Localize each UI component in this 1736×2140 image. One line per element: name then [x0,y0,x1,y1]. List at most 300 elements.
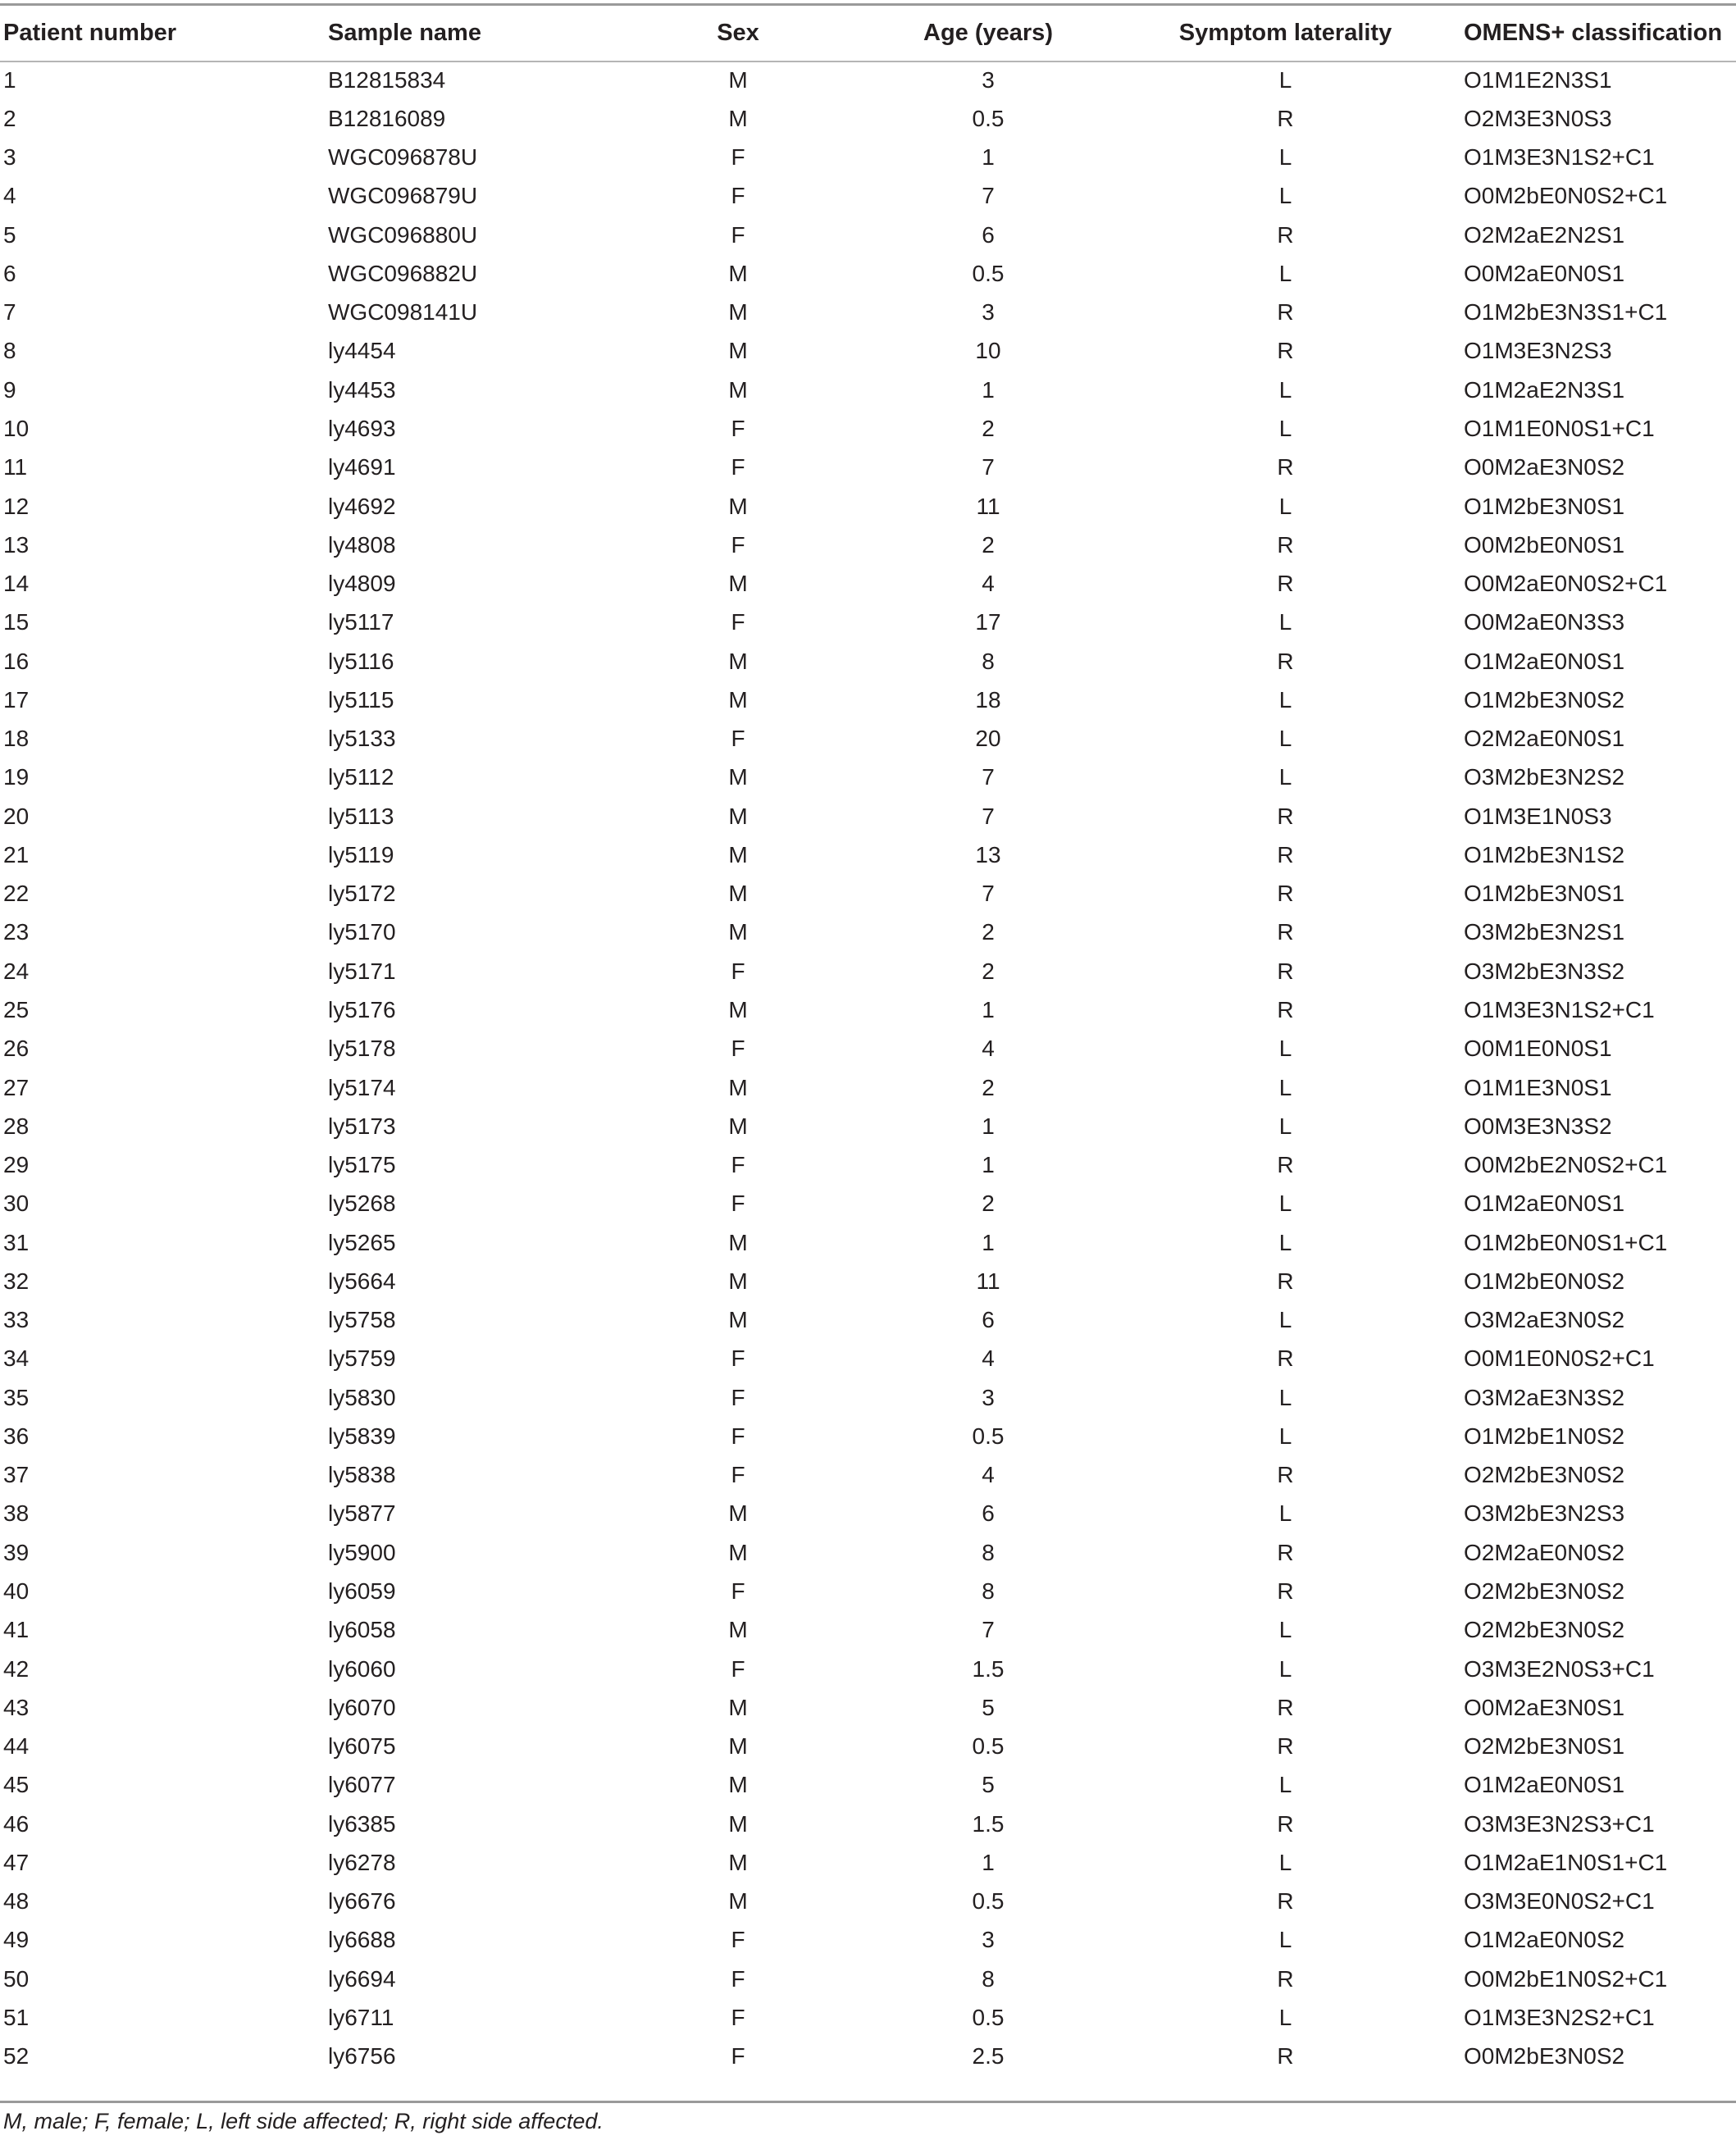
cell-omens-classification: O1M3E3N1S2+C1 [1464,997,1655,1022]
cell-symptom-laterality: R [1277,648,1294,674]
table-row [0,720,1736,758]
cell-sex: M [728,338,748,364]
cell-symptom-laterality: R [1277,1462,1294,1488]
cell-omens-classification: O3M2bE3N2S2 [1464,764,1625,790]
cell-sex: M [728,1113,748,1139]
cell-sex: F [731,1384,745,1410]
cell-sample-name: ly6278 [328,1849,396,1875]
cell-symptom-laterality: R [1277,881,1294,907]
cell-sample-name: ly5176 [328,997,396,1022]
cell-sample-name: ly4809 [328,571,396,597]
cell-sex: M [728,1694,748,1720]
cell-sex: M [728,299,748,326]
cell-omens-classification: O1M2bE3N0S1 [1464,881,1625,907]
cell-symptom-laterality: L [1278,1307,1292,1333]
cell-omens-classification: O3M2aE3N0S2 [1464,1307,1625,1333]
cell-sex: M [728,686,748,713]
cell-sample-name: ly4454 [328,338,396,364]
cell-omens-classification: O0M2bE3N0S2 [1464,2043,1625,2069]
cell-age: 2.5 [972,2043,1005,2069]
cell-age: 5 [982,1694,995,1720]
cell-symptom-laterality: L [1278,260,1292,286]
cell-age: 1 [982,376,995,403]
cell-omens-classification: O1M3E1N0S3 [1464,803,1612,829]
cell-sex: F [731,1345,745,1372]
cell-age: 7 [982,454,995,480]
cell-age: 2 [982,1191,995,1217]
cell-symptom-laterality: R [1277,105,1294,131]
table-row [0,990,1736,1029]
cell-omens-classification: O0M2bE1N0S2+C1 [1464,1965,1668,1992]
cell-sample-name: ly5113 [328,803,394,829]
patient-table [0,6,1736,2076]
cell-sample-name: ly5133 [328,726,396,752]
table-row [0,332,1736,371]
cell-patient-number: 15 [3,609,30,635]
cell-omens-classification: O2M2aE2N2S1 [1464,221,1625,248]
cell-patient-number: 26 [3,1036,30,1062]
table-row [0,875,1736,913]
cell-sample-name: ly4692 [328,493,396,519]
cell-sex: F [731,726,745,752]
cell-age: 0.5 [972,260,1005,286]
cell-omens-classification: O1M3E3N2S2+C1 [1464,2004,1655,2030]
cell-sample-name: ly5174 [328,1074,396,1100]
cell-age: 0.5 [972,1733,1005,1760]
cell-symptom-laterality: L [1278,1191,1292,1217]
cell-omens-classification: O0M2aE3N0S2 [1464,454,1625,480]
cell-sample-name: ly4453 [328,376,396,403]
cell-sex: F [731,2004,745,2030]
cell-age: 8 [982,1539,995,1565]
cell-sex: M [728,493,748,519]
table-row [0,139,1736,177]
header-age: Age (years) [923,20,1053,46]
cell-age: 0.5 [972,1888,1005,1915]
cell-omens-classification: O1M1E3N0S1 [1464,1074,1612,1100]
cell-patient-number: 36 [3,1423,30,1449]
cell-symptom-laterality: L [1278,1036,1292,1062]
cell-sample-name: ly4693 [328,416,396,442]
cell-age: 11 [976,493,1000,519]
cell-omens-classification: O1M2bE0N0S2 [1464,1268,1625,1294]
cell-omens-classification: O2M2bE3N0S2 [1464,1617,1625,1643]
cell-sex: F [731,183,745,209]
table-row [0,797,1736,836]
table-row [0,1185,1736,1223]
cell-sample-name: ly6676 [328,1888,396,1915]
cell-patient-number: 6 [3,260,16,286]
cell-patient-number: 34 [3,1345,30,1372]
cell-sample-name: WGC096882U [328,260,478,286]
cell-patient-number: 11 [3,454,28,480]
cell-patient-number: 18 [3,726,30,752]
cell-age: 6 [982,1500,995,1527]
cell-age: 1 [982,1229,995,1255]
cell-patient-number: 52 [3,2043,30,2069]
cell-sample-name: ly5175 [328,1152,396,1178]
cell-omens-classification: O1M3E3N2S3 [1464,338,1612,364]
table-row [0,1340,1736,1378]
cell-symptom-laterality: R [1277,299,1294,326]
cell-omens-classification: O0M2bE0N0S2+C1 [1464,183,1668,209]
cell-omens-classification: O2M2aE0N0S1 [1464,726,1625,752]
table-row [0,448,1736,487]
table-row [0,1960,1736,1998]
cell-omens-classification: O1M2bE3N3S1+C1 [1464,299,1668,326]
cell-sample-name: ly5172 [328,881,396,907]
cell-sex: M [728,1229,748,1255]
cell-patient-number: 32 [3,1268,30,1294]
cell-sample-name: ly6070 [328,1694,396,1720]
cell-symptom-laterality: R [1277,571,1294,597]
cell-age: 13 [975,841,1001,867]
table-row [0,487,1736,526]
cell-symptom-laterality: L [1278,1423,1292,1449]
cell-sex: M [728,1617,748,1643]
cell-omens-classification: O1M2aE2N3S1 [1464,376,1625,403]
table-row [0,1611,1736,1650]
cell-sex: F [731,1462,745,1488]
cell-sample-name: ly4691 [328,454,396,480]
cell-patient-number: 20 [3,803,30,829]
cell-age: 11 [976,1268,1000,1294]
cell-sample-name: WGC096880U [328,221,478,248]
cell-age: 2 [982,1074,995,1100]
cell-patient-number: 31 [3,1229,30,1255]
cell-sample-name: WGC096879U [328,183,478,209]
cell-sex: F [731,1191,745,1217]
cell-age: 4 [982,1036,995,1062]
cell-sample-name: ly6077 [328,1772,396,1798]
cell-sample-name: ly6075 [328,1733,396,1760]
cell-age: 1 [982,997,995,1022]
cell-sex: F [731,1578,745,1604]
cell-omens-classification: O3M3E0N0S2+C1 [1464,1888,1655,1915]
table-row [0,177,1736,216]
cell-patient-number: 35 [3,1384,30,1410]
cell-omens-classification: O0M2aE0N0S1 [1464,260,1625,286]
table-row [0,1223,1736,1262]
cell-sex: M [728,571,748,597]
cell-sample-name: B12816089 [328,105,446,131]
cell-age: 6 [982,221,995,248]
cell-sample-name: ly5838 [328,1462,396,1488]
cell-sample-name: ly6688 [328,1927,396,1953]
cell-sex: F [731,1152,745,1178]
table-row [0,564,1736,603]
cell-age: 2 [982,919,995,945]
table-row [0,1650,1736,1688]
cell-symptom-laterality: R [1277,531,1294,558]
table-row [0,526,1736,564]
cell-age: 7 [982,1617,995,1643]
cell-sex: M [728,376,748,403]
cell-omens-classification: O1M2aE0N0S1 [1464,1772,1625,1798]
cell-patient-number: 37 [3,1462,30,1488]
cell-sample-name: ly4808 [328,531,396,558]
cell-age: 18 [975,686,1001,713]
cell-age: 1.5 [972,1810,1005,1837]
cell-sex: M [728,648,748,674]
cell-symptom-laterality: R [1277,1539,1294,1565]
cell-omens-classification: O3M2bE3N2S3 [1464,1500,1625,1527]
cell-omens-classification: O1M2bE3N0S2 [1464,686,1625,713]
cell-symptom-laterality: R [1277,1152,1294,1178]
table-body [0,61,1736,2076]
table-row [0,1378,1736,1417]
cell-sex: F [731,144,745,171]
cell-omens-classification: O2M3E3N0S3 [1464,105,1612,131]
cell-patient-number: 3 [3,144,16,171]
table-row [0,216,1736,254]
cell-omens-classification: O0M2aE0N0S2+C1 [1464,571,1668,597]
cell-omens-classification: O2M2bE3N0S1 [1464,1733,1625,1760]
cell-age: 3 [982,66,995,93]
cell-omens-classification: O1M2bE0N0S1+C1 [1464,1229,1668,1255]
table-row [0,1262,1736,1300]
table-row [0,836,1736,874]
cell-sex: M [728,1539,748,1565]
cell-sex: M [728,1500,748,1527]
cell-patient-number: 28 [3,1113,30,1139]
cell-symptom-laterality: L [1278,1849,1292,1875]
cell-patient-number: 12 [3,493,30,519]
cell-patient-number: 5 [3,221,16,248]
cell-age: 8 [982,648,995,674]
cell-omens-classification: O2M2bE3N0S2 [1464,1462,1625,1488]
cell-age: 4 [982,571,995,597]
cell-sex: F [731,531,745,558]
table-row [0,1766,1736,1805]
cell-age: 8 [982,1965,995,1992]
table-row [0,758,1736,797]
cell-age: 2 [982,416,995,442]
cell-age: 4 [982,1462,995,1488]
table-header [0,6,1736,61]
cell-symptom-laterality: L [1278,1229,1292,1255]
cell-sex: F [731,416,745,442]
cell-omens-classification: O1M2bE3N0S1 [1464,493,1625,519]
cell-sample-name: ly5839 [328,1423,396,1449]
cell-patient-number: 9 [3,376,16,403]
cell-patient-number: 44 [3,1733,30,1760]
cell-omens-classification: O1M2aE0N0S1 [1464,1191,1625,1217]
cell-patient-number: 49 [3,1927,30,1953]
cell-age: 1 [982,1113,995,1139]
cell-age: 6 [982,1307,995,1333]
cell-sex: M [728,841,748,867]
cell-sex: M [728,1772,748,1798]
cell-symptom-laterality: R [1277,803,1294,829]
cell-sex: M [728,1810,748,1837]
table-row [0,642,1736,681]
cell-age: 0.5 [972,2004,1005,2030]
cell-patient-number: 33 [3,1307,30,1333]
table-row [0,61,1736,99]
cell-sex: M [728,105,748,131]
cell-patient-number: 22 [3,881,30,907]
cell-sample-name: ly5112 [328,764,394,790]
cell-sex: M [728,1733,748,1760]
cell-symptom-laterality: R [1277,454,1294,480]
cell-sex: M [728,803,748,829]
cell-sex: F [731,1927,745,1953]
cell-symptom-laterality: L [1278,1927,1292,1953]
cell-patient-number: 2 [3,105,16,131]
cell-sex: M [728,919,748,945]
cell-sex: F [731,1965,745,1992]
cell-patient-number: 51 [3,2004,30,2030]
cell-sex: M [728,66,748,93]
cell-symptom-laterality: L [1278,183,1292,209]
cell-sex: F [731,1423,745,1449]
table-row [0,1533,1736,1572]
cell-symptom-laterality: L [1278,1384,1292,1410]
cell-symptom-laterality: L [1278,493,1292,519]
cell-sample-name: ly6694 [328,1965,396,1992]
cell-patient-number: 7 [3,299,16,326]
cell-patient-number: 17 [3,686,30,713]
cell-sample-name: ly5117 [328,609,394,635]
table-row [0,952,1736,990]
table-row [0,1030,1736,1068]
table-row [0,294,1736,332]
table-row [0,409,1736,448]
cell-age: 7 [982,881,995,907]
cell-sex: F [731,454,745,480]
cell-symptom-laterality: R [1277,1810,1294,1837]
cell-sample-name: ly5171 [328,958,396,984]
cell-sex: M [728,1307,748,1333]
cell-age: 7 [982,803,995,829]
cell-age: 3 [982,299,995,326]
header-patient-number: Patient number [3,20,177,46]
cell-symptom-laterality: R [1277,1965,1294,1992]
cell-sex: M [728,764,748,790]
cell-patient-number: 41 [3,1617,30,1643]
cell-symptom-laterality: L [1278,1655,1292,1682]
table-row [0,1882,1736,1920]
cell-symptom-laterality: R [1277,221,1294,248]
cell-sample-name: ly6060 [328,1655,396,1682]
cell-patient-number: 30 [3,1191,30,1217]
cell-age: 1 [982,1152,995,1178]
table-footnote: M, male; F, female; L, left side affected; R, right side affected. [3,2109,604,2133]
table-row [0,2038,1736,2076]
cell-patient-number: 46 [3,1810,30,1837]
cell-omens-classification: O0M1E0N0S2+C1 [1464,1345,1655,1372]
table-row [0,1145,1736,1184]
header-row [0,6,1736,61]
cell-patient-number: 48 [3,1888,30,1915]
cell-patient-number: 39 [3,1539,30,1565]
cell-symptom-laterality: R [1277,958,1294,984]
cell-sex: F [731,1655,745,1682]
table-row [0,371,1736,409]
cell-sample-name: ly5900 [328,1539,396,1565]
cell-sample-name: WGC098141U [328,299,478,326]
table-row [0,1843,1736,1882]
table-row [0,1921,1736,1960]
cell-symptom-laterality: L [1278,1772,1292,1798]
table-row [0,1998,1736,2037]
cell-sex: M [728,1888,748,1915]
cell-omens-classification: O0M1E0N0S1 [1464,1036,1612,1062]
header-sample-name: Sample name [328,20,481,46]
cell-symptom-laterality: L [1278,66,1292,93]
cell-symptom-laterality: R [1277,2043,1294,2069]
cell-age: 1.5 [972,1655,1005,1682]
cell-patient-number: 23 [3,919,30,945]
cell-patient-number: 38 [3,1500,30,1527]
cell-patient-number: 8 [3,338,16,364]
cell-patient-number: 24 [3,958,30,984]
cell-symptom-laterality: R [1277,919,1294,945]
cell-sample-name: ly6385 [328,1810,396,1837]
table-row [0,1068,1736,1107]
cell-omens-classification: O3M2bE3N3S2 [1464,958,1625,984]
cell-omens-classification: O0M2bE2N0S2+C1 [1464,1152,1668,1178]
cell-symptom-laterality: R [1277,1578,1294,1604]
cell-sample-name: ly5119 [328,841,394,867]
cell-omens-classification: O1M2bE3N1S2 [1464,841,1625,867]
cell-age: 2 [982,958,995,984]
cell-symptom-laterality: L [1278,764,1292,790]
cell-age: 2 [982,531,995,558]
cell-age: 1 [982,1849,995,1875]
cell-sample-name: B12815834 [328,66,446,93]
table-row [0,1495,1736,1533]
cell-symptom-laterality: R [1277,1733,1294,1760]
cell-symptom-laterality: L [1278,1617,1292,1643]
cell-patient-number: 29 [3,1152,30,1178]
cell-patient-number: 14 [3,571,30,597]
cell-patient-number: 13 [3,531,30,558]
cell-sex: F [731,958,745,984]
cell-patient-number: 10 [3,416,30,442]
cell-symptom-laterality: R [1277,997,1294,1022]
cell-omens-classification: O2M2aE0N0S2 [1464,1539,1625,1565]
cell-symptom-laterality: L [1278,144,1292,171]
cell-omens-classification: O3M3E2N0S3+C1 [1464,1655,1655,1682]
cell-sample-name: ly6756 [328,2043,396,2069]
cell-omens-classification: O0M3E3N3S2 [1464,1113,1612,1139]
cell-sex: M [728,1849,748,1875]
cell-sample-name: ly5178 [328,1036,396,1062]
cell-sex: F [731,609,745,635]
table-row [0,913,1736,952]
cell-patient-number: 45 [3,1772,30,1798]
cell-symptom-laterality: L [1278,1500,1292,1527]
cell-sample-name: ly5759 [328,1345,396,1372]
cell-symptom-laterality: R [1277,841,1294,867]
cell-sample-name: ly5170 [328,919,396,945]
table-row [0,1417,1736,1455]
cell-omens-classification: O3M2bE3N2S1 [1464,919,1625,945]
table-row [0,99,1736,138]
cell-age: 3 [982,1384,995,1410]
cell-sample-name: ly5173 [328,1113,396,1139]
cell-age: 0.5 [972,1423,1005,1449]
cell-omens-classification: O1M2aE0N0S2 [1464,1927,1625,1953]
cell-patient-number: 40 [3,1578,30,1604]
table-row [0,1727,1736,1765]
cell-patient-number: 1 [3,66,16,93]
header-symptom-laterality: Symptom laterality [1178,20,1392,46]
table-row [0,1456,1736,1495]
cell-symptom-laterality: R [1277,1345,1294,1372]
